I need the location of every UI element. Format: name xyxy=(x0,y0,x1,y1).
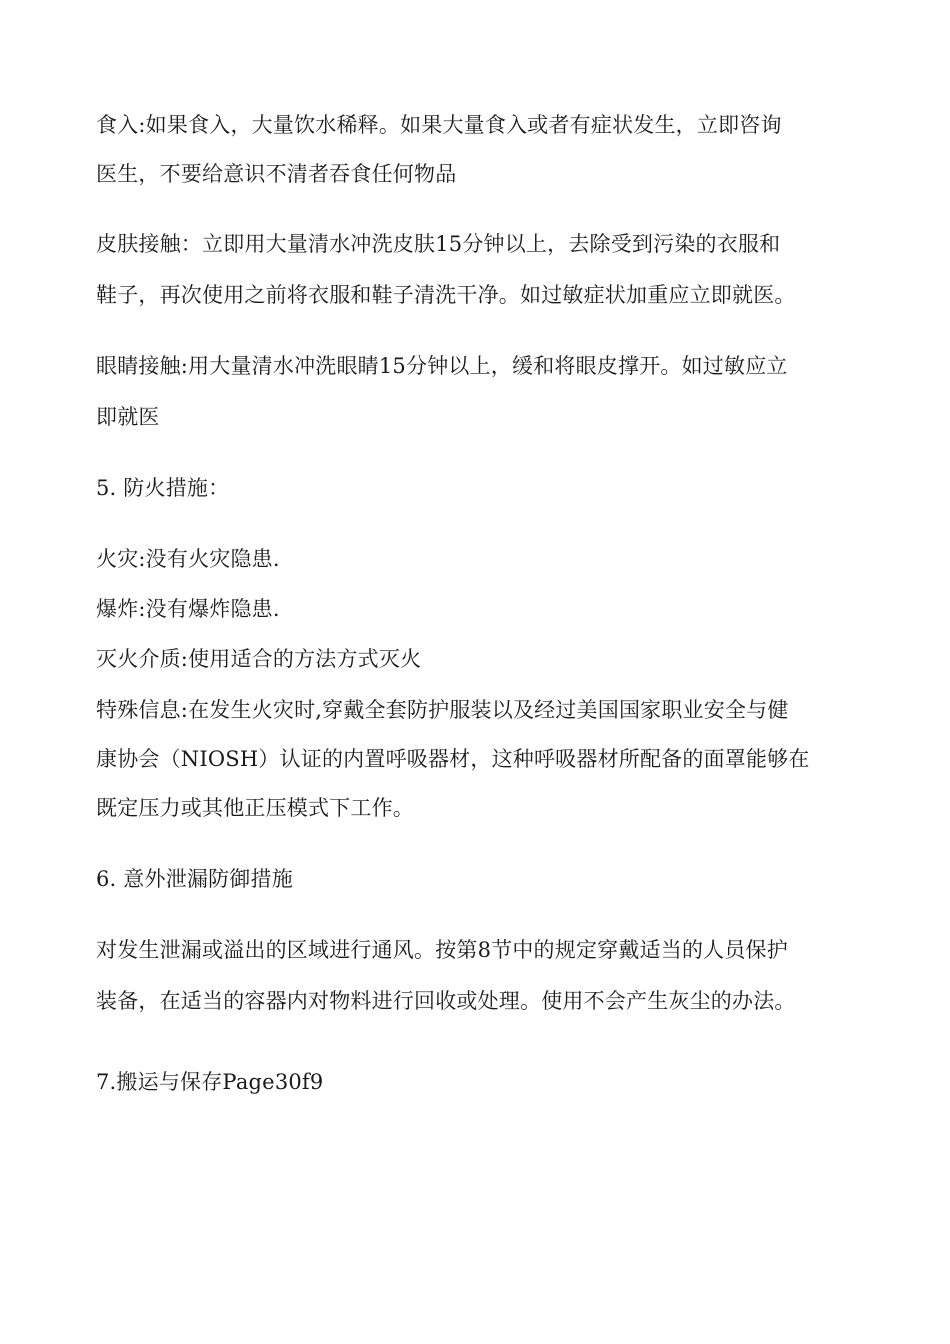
text-line: 火灾:没有火灾隐患. xyxy=(96,547,280,571)
text-line: 鞋子，再次使用之前将衣服和鞋子清洗干净。如过敏症状加重应立即就医。 xyxy=(96,283,796,307)
text-line: 对发生泄漏或溢出的区域进行通风。按第8节中的规定穿戴适当的人员保护 xyxy=(96,938,788,962)
section-heading: 5. 防火措施： xyxy=(96,476,230,500)
text-line: 特殊信息:在发生火灾时,穿戴全套防护服装以及经过美国国家职业安全与健 xyxy=(96,698,789,722)
text-line: 既定压力或其他正压模式下工作。 xyxy=(96,796,414,820)
text-line: 爆炸:没有爆炸隐患. xyxy=(96,597,280,621)
section-heading: 7.搬运与保存Page30f9 xyxy=(96,1070,324,1094)
text-line: 灭火介质:使用适合的方法方式灭火 xyxy=(96,647,422,671)
text-line: 食入:如果食入，大量饮水稀释。如果大量食入或者有症状发生，立即咨询 xyxy=(96,113,782,137)
text-line: 医生，不要给意识不清者吞食任何物品 xyxy=(96,162,457,186)
text-line: 康协会（NIOSH）认证的内置呼吸器材，这种呼吸器材所配备的面罩能够在 xyxy=(96,747,810,771)
text-line: 即就医 xyxy=(96,405,160,429)
text-line: 装备，在适当的容器内对物料进行回收或处理。使用不会产生灰尘的办法。 xyxy=(96,989,796,1013)
text-line: 皮肤接触：立即用大量清水冲洗皮肤15分钟以上，去除受到污染的衣服和 xyxy=(96,232,781,256)
text-line: 眼睛接触:用大量清水冲洗眼睛15分钟以上，缓和将眼皮撑开。如过敏应立 xyxy=(96,354,788,378)
section-heading: 6. 意外泄漏防御措施 xyxy=(96,867,293,891)
